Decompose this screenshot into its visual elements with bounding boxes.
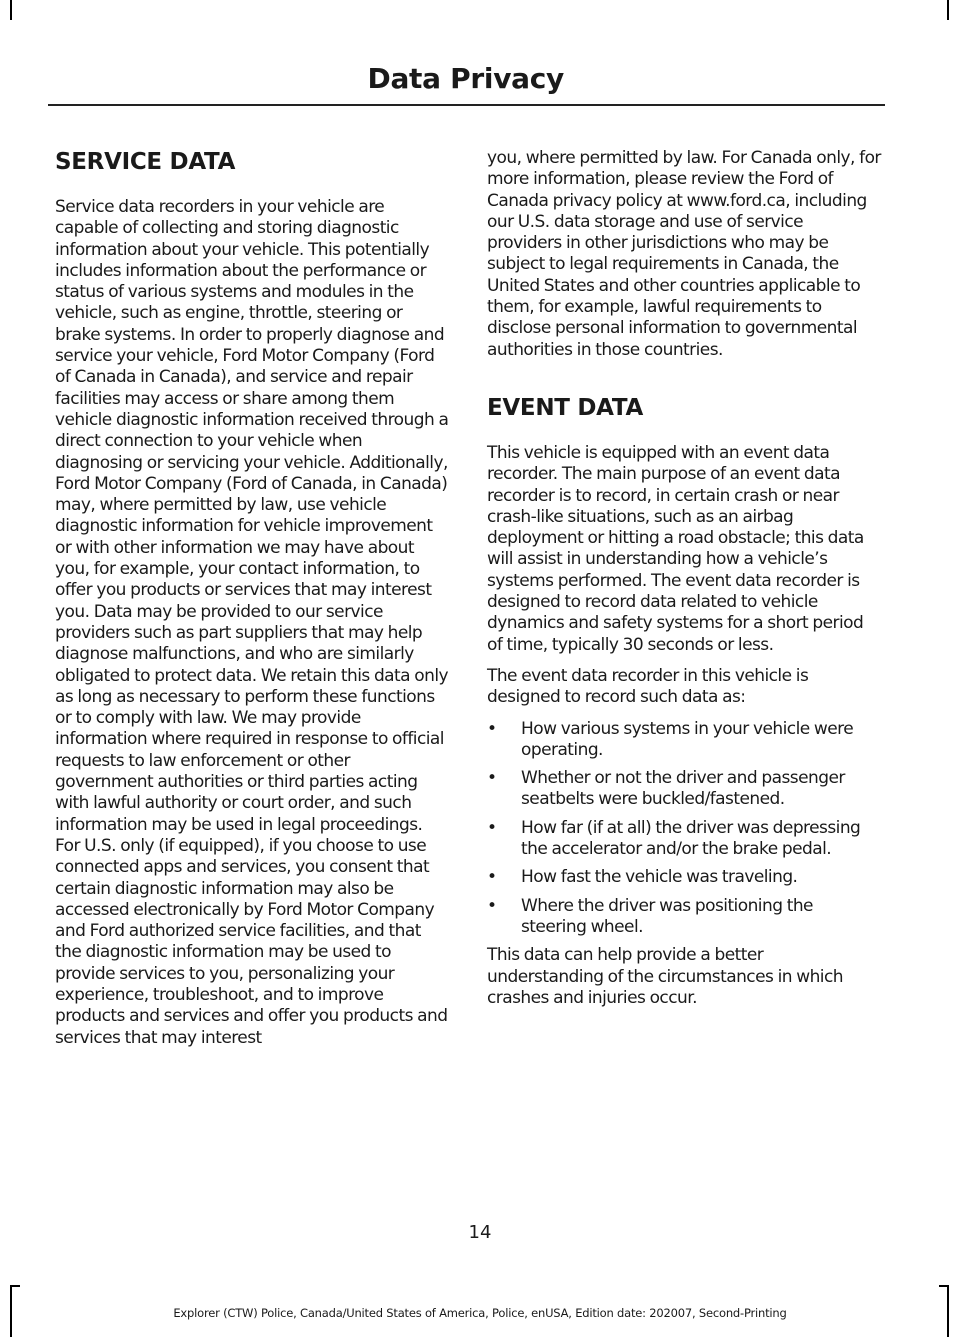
list-item: • Whether or not the driver and passenger seatbelts were buckled/fastened. bbox=[487, 768, 845, 810]
page-number: 14 bbox=[468, 1222, 492, 1243]
bullet-icon: • bbox=[487, 867, 497, 888]
service-data-body: Service data recorders in your vehicle are capable of collecting and storing diagnostic information about your vehicle. This potentially includes information about the performance or status of various systems and modules in the vehicle, such as engine, throttle, steering or brake systems. In order to properly diagnose and service your vehicle, Ford Motor Company (Ford of Canada in Canada), and service and repair facilities may access or share among them vehicle diagnostic information received through a direct connection to your vehicle when diagnosing or servicing your vehicle. Additionally, Ford Motor Company (Ford of Canada, in Canada) may, where permitted by law, use vehicle diagnostic information for vehicle improvement or with other information we may have about you, for example, your contact information, to offer you products or services that may interest you. Data may be provided to our service providers such as part suppliers that may help diagnose malfunctions, and who are similarly obligated to protect data. We retain this data only as long as necessary to perform these functions or to comply with law. We may provide information where required in response to official requests to law enforcement or other government authorities or third parties acting with lawful authority or court order, and such information may be used in legal proceedings. For U.S. only (if equipped), if you choose to use connected apps and services, you consent that certain diagnostic information may also be accessed electronically by Ford Motor Company and Ford authorized service facilities, and that the diagnostic information may be used to provide services to you, personalizing your experience, troubleshoot, and to improve products and services and offer you products and services that may interest bbox=[55, 197, 449, 1048]
bullet-icon: • bbox=[487, 895, 497, 916]
crop-mark-top-left bbox=[10, 0, 12, 20]
event-data-paragraph-2: The event data recorder in this vehicle is designed to record such data as: bbox=[487, 665, 809, 708]
list-item: • How fast the vehicle was traveling. bbox=[487, 867, 798, 888]
list-item: • How far (if at all) the driver was depressing the accelerator and/or the brake pedal. bbox=[487, 817, 861, 860]
event-data-paragraph-1: This vehicle is equipped with an event data recorder. The main purpose of an event data recorder is to record, in certain crash or near crash-like situations, such as an airbag deployment or hitting a road obstacle; this data will assist in understanding how a vehicle’s systems performed. The event data recorder is designed to record data related to vehicle dynamics and safety systems for a short period of time, typically 30 seconds or less. bbox=[487, 442, 864, 655]
event-data-list bbox=[487, 719, 881, 939]
crop-mark-bottom-left-h bbox=[10, 1285, 20, 1287]
list-item: • How various systems in your vehicle were operating. bbox=[487, 718, 854, 760]
list-item: • Where the driver was positioning the steering wheel. bbox=[487, 895, 813, 937]
service-data-continuation: you, where permitted by law. For Canada only, for more information, please review the Ford of Canada privacy policy at www.ford.ca, including our U.S. data storage and use of service providers in other jurisdictions who may be subject to legal requirements in Canada, the United States and other countries applicable to them, for example, lawful requirements to disclose personal information to governmental authorities in those countries. bbox=[487, 148, 881, 360]
bullet-icon: • bbox=[487, 817, 497, 838]
left-column bbox=[55, 148, 451, 1049]
right-column bbox=[487, 148, 881, 1009]
service-data-heading: SERVICE DATA bbox=[55, 149, 236, 175]
crop-mark-top-right bbox=[947, 0, 949, 20]
event-data-paragraph-3: This data can help provide a better understanding of the circumstances in which crashes and injuries occur. bbox=[487, 945, 843, 1008]
page-title: Data Privacy bbox=[367, 62, 564, 95]
crop-mark-bottom-right-h bbox=[939, 1285, 949, 1287]
footer-edition-info: Explorer (CTW) Police, Canada/United States of America, Police, enUSA, Edition date: 202007, Second-Printing bbox=[173, 1306, 787, 1320]
header-divider bbox=[48, 104, 885, 106]
bullet-icon: • bbox=[487, 768, 497, 789]
event-data-heading: EVENT DATA bbox=[487, 394, 643, 421]
bullet-icon: • bbox=[487, 718, 497, 739]
